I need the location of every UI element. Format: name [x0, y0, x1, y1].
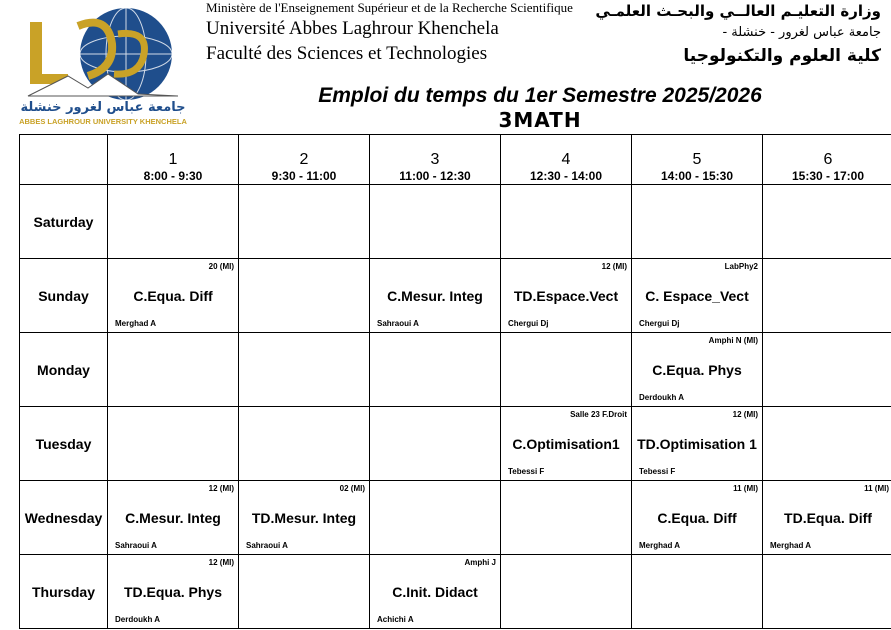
slot-header [501, 135, 632, 185]
empty-cell [239, 259, 370, 333]
slot-header [108, 135, 239, 185]
slot-time: 8:00 - 9:30 [143, 169, 203, 183]
empty-cell [763, 555, 891, 629]
teacher-name: Merghad A [770, 541, 812, 550]
teacher-name: Tebessi F [508, 467, 545, 476]
course-name: C. Espace_Vect [645, 287, 749, 304]
teacher-name: Chergui Dj [508, 319, 549, 328]
teacher-name: Chergui Dj [639, 319, 680, 328]
slot-number: 1 [168, 151, 178, 168]
empty-cell [239, 555, 370, 629]
session-cell [108, 259, 239, 333]
empty-cell [501, 481, 632, 555]
header-french [206, 0, 573, 66]
session-cell [632, 481, 763, 555]
room-label: 20 (MI) [208, 262, 234, 271]
teacher-name: Sahraoui A [246, 541, 288, 550]
session-cell [108, 481, 239, 555]
teacher-name: Tebessi F [639, 467, 676, 476]
session-cell [632, 407, 763, 481]
slot-header [632, 135, 763, 185]
day-label: Tuesday [20, 407, 108, 481]
slot-header [763, 135, 891, 185]
teacher-name: Sahraoui A [377, 319, 419, 328]
slot-time: 9:30 - 11:00 [271, 169, 337, 183]
page-title: Emploi du temps du 1er Semestre 2025/2026 [318, 84, 762, 107]
teacher-name: Sahraoui A [115, 541, 157, 550]
logo-english-text: ABBES LAGHROUR UNIVERSITY KHENCHELA [19, 117, 187, 126]
day-label: Thursday [20, 555, 108, 629]
course-name: TD.Equa. Phys [123, 583, 223, 600]
room-label: 12 (MI) [732, 410, 758, 419]
empty-cell [501, 555, 632, 629]
room-label: Amphi J [464, 558, 496, 567]
room-label: 02 (MI) [339, 484, 365, 493]
empty-cell [239, 407, 370, 481]
empty-cell [763, 407, 891, 481]
slot-number: 6 [823, 151, 833, 168]
faculty-fr: Faculté des Sciences et Technologies [206, 43, 488, 64]
course-name: TD.Optimisation 1 [637, 435, 757, 452]
corner-cell [20, 135, 108, 185]
room-label: 12 (MI) [601, 262, 627, 271]
empty-cell [108, 407, 239, 481]
course-name: C.Equa. Phys [652, 361, 742, 378]
slot-number: 2 [299, 151, 309, 168]
room-label: 12 (MI) [208, 484, 234, 493]
slot-number: 5 [692, 151, 702, 168]
university-logo [8, 4, 198, 128]
empty-cell [763, 185, 891, 259]
slot-time: 14:00 - 15:30 [660, 169, 734, 183]
room-label: Amphi N (MI) [708, 336, 758, 345]
course-name: TD.Espace.Vect [513, 287, 619, 304]
empty-cell [501, 333, 632, 407]
day-label: Saturday [20, 185, 108, 259]
session-cell [370, 259, 501, 333]
empty-cell [370, 407, 501, 481]
class-name: 3MATH [498, 108, 582, 132]
logo-arabic-text: جامعة عباس لغرور خنشلة [20, 100, 186, 115]
room-label: 12 (MI) [208, 558, 234, 567]
course-name: C.Init. Didact [392, 583, 478, 600]
slot-number: 4 [561, 151, 571, 168]
university-fr: Université Abbes Laghrour Khenchela [206, 18, 499, 39]
empty-cell [370, 333, 501, 407]
room-label: 11 (MI) [733, 484, 758, 493]
empty-cell [239, 185, 370, 259]
ministry-ar: وزارة التعليـم العالــي والبحـث العلمـي [595, 2, 881, 20]
teacher-name: Achichi A [377, 615, 414, 624]
day-label: Sunday [20, 259, 108, 333]
empty-cell [370, 481, 501, 555]
room-label: 11 (MI) [864, 484, 889, 493]
ministry-fr: Ministère de l'Enseignement Supérieur et de la Recherche Scientifique [206, 0, 573, 15]
empty-cell [239, 333, 370, 407]
empty-cell [632, 185, 763, 259]
empty-cell [763, 333, 891, 407]
empty-cell [501, 185, 632, 259]
university-ar: جامعة عباس لغرور - خنشلة - [722, 25, 881, 40]
course-name: C.Mesur. Integ [387, 287, 483, 304]
session-cell [501, 407, 632, 481]
slot-time: 15:30 - 17:00 [791, 169, 865, 183]
session-cell [632, 333, 763, 407]
course-name: C.Equa. Diff [657, 509, 737, 526]
empty-cell [108, 333, 239, 407]
empty-cell [763, 259, 891, 333]
day-label: Wednesday [20, 481, 108, 555]
slot-time: 11:00 - 12:30 [399, 169, 471, 183]
slot-header [239, 135, 370, 185]
slot-number: 3 [430, 151, 440, 168]
course-name: TD.Equa. Diff [784, 509, 872, 526]
empty-cell [108, 185, 239, 259]
session-cell [632, 259, 763, 333]
timetable [19, 134, 891, 629]
session-cell [108, 555, 239, 629]
empty-cell [370, 185, 501, 259]
teacher-name: Derdoukh A [115, 615, 161, 624]
room-label: LabPhy2 [724, 262, 758, 271]
session-cell [501, 259, 632, 333]
faculty-ar: كلية العلوم والتكنولوجيا [683, 46, 881, 66]
course-name: C.Optimisation1 [512, 435, 620, 452]
header-arabic [595, 0, 881, 68]
slot-header [370, 135, 501, 185]
course-name: TD.Mesur. Integ [251, 509, 357, 526]
room-label: Salle 23 F.Droit [570, 410, 627, 419]
teacher-name: Derdoukh A [639, 393, 685, 402]
teacher-name: Merghad A [639, 541, 681, 550]
session-cell [239, 481, 370, 555]
session-cell [763, 481, 891, 555]
course-name: C.Equa. Diff [133, 287, 213, 304]
day-label: Monday [20, 333, 108, 407]
teacher-name: Merghad A [115, 319, 157, 328]
course-name: C.Mesur. Integ [125, 509, 221, 526]
slot-time: 12:30 - 14:00 [529, 169, 603, 183]
empty-cell [632, 555, 763, 629]
session-cell [370, 555, 501, 629]
